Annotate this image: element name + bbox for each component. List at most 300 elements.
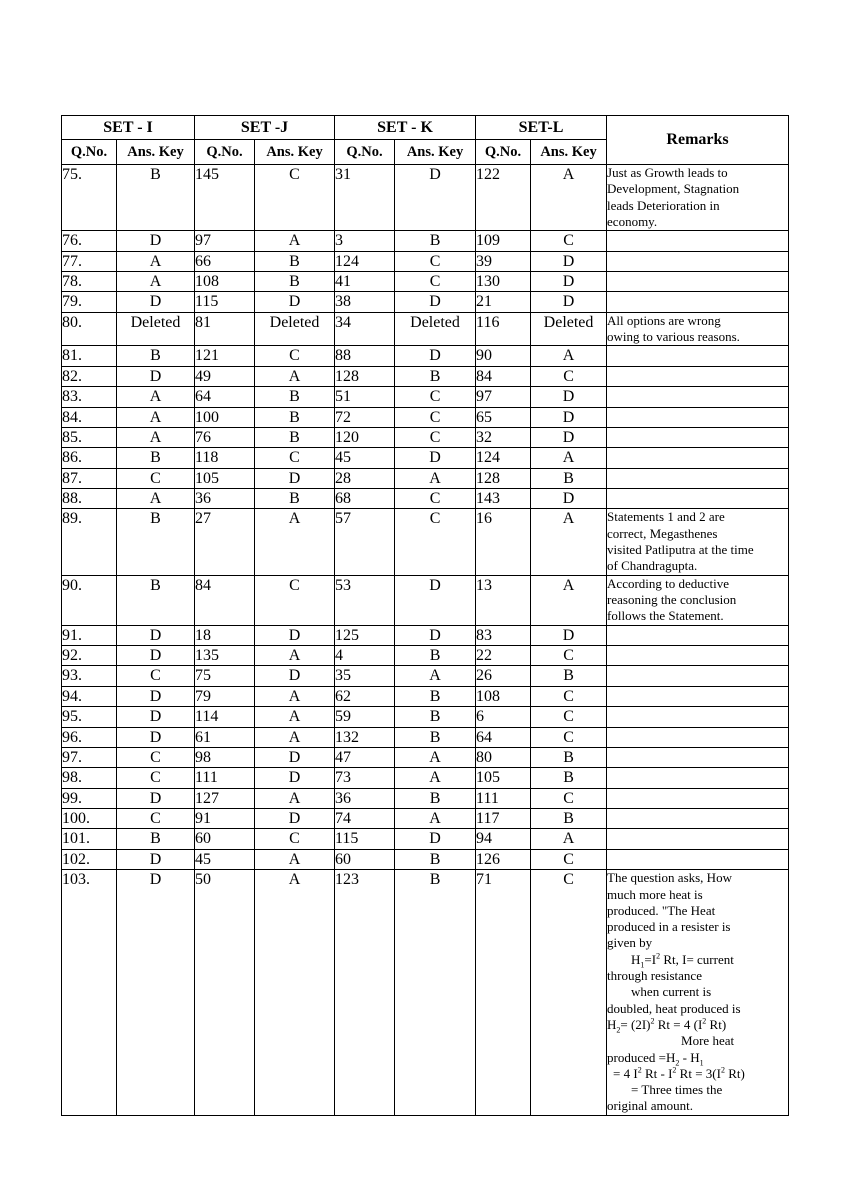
question-number-cell: 4 bbox=[335, 645, 395, 665]
question-number-cell: 50 bbox=[195, 870, 255, 1115]
answer-key-cell: A bbox=[395, 809, 476, 829]
answer-key-cell: D bbox=[531, 387, 607, 407]
table-row bbox=[62, 346, 789, 366]
question-number-cell: 27 bbox=[195, 509, 255, 575]
question-number-cell: 102. bbox=[62, 849, 117, 869]
answer-key-cell: B bbox=[117, 346, 195, 366]
remarks-cell bbox=[607, 809, 789, 829]
answer-key-cell: B bbox=[255, 251, 335, 271]
answer-key-cell: D bbox=[255, 625, 335, 645]
question-number-cell: 98. bbox=[62, 768, 117, 788]
remark-line: visited Patliputra at the time bbox=[607, 542, 754, 558]
question-number-cell: 143 bbox=[476, 489, 531, 509]
question-number-cell: 132 bbox=[335, 727, 395, 747]
answer-key-cell: A bbox=[255, 231, 335, 251]
question-number-cell: 57 bbox=[335, 509, 395, 575]
set-j-header: SET -J bbox=[195, 116, 335, 140]
question-number-cell: 126 bbox=[476, 849, 531, 869]
answer-key-cell: D bbox=[395, 625, 476, 645]
question-number-cell: 103. bbox=[62, 870, 117, 1115]
answer-key-cell: B bbox=[531, 747, 607, 767]
answer-key-cell: B bbox=[531, 468, 607, 488]
question-number-cell: 34 bbox=[335, 312, 395, 346]
remark-line: All options are wrong bbox=[607, 312, 721, 328]
question-number-cell: 108 bbox=[195, 271, 255, 291]
question-number-cell: 135 bbox=[195, 645, 255, 665]
remark-line: doubled, heat produced is bbox=[607, 1000, 741, 1016]
remarks-cell bbox=[607, 747, 789, 767]
answer-key-cell: D bbox=[255, 468, 335, 488]
table-row bbox=[62, 448, 789, 468]
answer-key-table bbox=[61, 115, 789, 1116]
remarks-cell bbox=[607, 666, 789, 686]
question-number-cell: 36 bbox=[195, 489, 255, 509]
question-number-cell: 92. bbox=[62, 645, 117, 665]
qno-header: Q.No. bbox=[195, 140, 255, 165]
table-row bbox=[62, 645, 789, 665]
answer-key-cell: C bbox=[255, 829, 335, 849]
answer-key-cell: C bbox=[117, 768, 195, 788]
question-number-cell: 101. bbox=[62, 829, 117, 849]
answer-key-cell: A bbox=[531, 346, 607, 366]
remark-line: much more heat is bbox=[607, 886, 703, 902]
question-number-cell: 75. bbox=[62, 165, 117, 231]
question-number-cell: 111 bbox=[476, 788, 531, 808]
answer-key-cell: Deleted bbox=[531, 312, 607, 346]
answer-key-cell: D bbox=[117, 625, 195, 645]
qno-header: Q.No. bbox=[476, 140, 531, 165]
remarks-cell bbox=[607, 788, 789, 808]
table-row bbox=[62, 165, 789, 231]
answer-key-cell: D bbox=[117, 645, 195, 665]
question-number-cell: 115 bbox=[335, 829, 395, 849]
remarks-cell bbox=[607, 625, 789, 645]
question-number-cell: 128 bbox=[335, 366, 395, 386]
remarks-cell bbox=[607, 251, 789, 271]
question-number-cell: 108 bbox=[476, 686, 531, 706]
remarks-cell bbox=[607, 707, 789, 727]
question-number-cell: 121 bbox=[195, 346, 255, 366]
answer-key-cell: B bbox=[531, 666, 607, 686]
answer-key-cell: A bbox=[395, 768, 476, 788]
answer-key-cell: D bbox=[531, 489, 607, 509]
answer-key-cell: B bbox=[255, 387, 335, 407]
remark-line: through resistance bbox=[607, 968, 702, 984]
question-number-cell: 94. bbox=[62, 686, 117, 706]
answer-key-cell: D bbox=[117, 849, 195, 869]
answer-key-cell: C bbox=[531, 645, 607, 665]
question-number-cell: 99. bbox=[62, 788, 117, 808]
question-number-cell: 86. bbox=[62, 448, 117, 468]
remarks-cell bbox=[607, 165, 789, 231]
table-row bbox=[62, 427, 789, 447]
remarks-cell bbox=[607, 870, 789, 1115]
answer-key-cell: D bbox=[531, 427, 607, 447]
answer-key-cell: A bbox=[255, 645, 335, 665]
remark-line: According to deductive bbox=[607, 575, 730, 591]
question-number-cell: 81. bbox=[62, 346, 117, 366]
answer-key-cell: B bbox=[117, 165, 195, 231]
answer-key-cell: C bbox=[117, 809, 195, 829]
question-number-cell: 125 bbox=[335, 625, 395, 645]
question-number-cell: 97. bbox=[62, 747, 117, 767]
question-number-cell: 100. bbox=[62, 809, 117, 829]
question-number-cell: 68 bbox=[335, 489, 395, 509]
set-k-header: SET - K bbox=[335, 116, 476, 140]
answer-key-cell: C bbox=[255, 346, 335, 366]
remark-line: of Chandragupta. bbox=[607, 558, 698, 574]
question-number-cell: 76 bbox=[195, 427, 255, 447]
question-number-cell: 123 bbox=[335, 870, 395, 1115]
answer-key-cell: C bbox=[531, 788, 607, 808]
question-number-cell: 122 bbox=[476, 165, 531, 231]
answer-key-cell: B bbox=[531, 809, 607, 829]
answer-key-cell: D bbox=[395, 575, 476, 625]
answer-key-cell: B bbox=[117, 829, 195, 849]
answer-key-cell: D bbox=[531, 251, 607, 271]
question-number-cell: 124 bbox=[476, 448, 531, 468]
answer-key-cell: A bbox=[395, 666, 476, 686]
answer-key-cell: C bbox=[395, 387, 476, 407]
remarks-cell bbox=[607, 849, 789, 869]
question-number-cell: 130 bbox=[476, 271, 531, 291]
answer-key-cell: A bbox=[531, 575, 607, 625]
anskey-header: Ans. Key bbox=[117, 140, 195, 165]
question-number-cell: 6 bbox=[476, 707, 531, 727]
answer-key-cell: C bbox=[531, 366, 607, 386]
qno-header: Q.No. bbox=[62, 140, 117, 165]
question-number-cell: 81 bbox=[195, 312, 255, 346]
question-number-cell: 35 bbox=[335, 666, 395, 686]
remark-formula-line: produced $=H_2 - H_1$ bbox=[607, 1049, 704, 1068]
table-row bbox=[62, 407, 789, 427]
answer-key-cell: D bbox=[255, 809, 335, 829]
answer-key-cell: B bbox=[395, 366, 476, 386]
answer-key-cell: A bbox=[395, 468, 476, 488]
answer-key-cell: B bbox=[395, 849, 476, 869]
remark-line: The question asks, How bbox=[607, 870, 732, 886]
answer-key-cell: B bbox=[395, 870, 476, 1115]
answer-key-cell: B bbox=[255, 407, 335, 427]
question-number-cell: 90 bbox=[476, 346, 531, 366]
remarks-cell bbox=[607, 231, 789, 251]
answer-key-cell: B bbox=[117, 575, 195, 625]
remarks-cell bbox=[607, 509, 789, 575]
answer-key-cell: C bbox=[117, 747, 195, 767]
question-number-cell: 39 bbox=[476, 251, 531, 271]
answer-key-cell: D bbox=[117, 727, 195, 747]
table-row bbox=[62, 788, 789, 808]
table-row bbox=[62, 489, 789, 509]
answer-key-cell: D bbox=[117, 231, 195, 251]
answer-key-cell: D bbox=[395, 448, 476, 468]
remark-line: given by bbox=[607, 935, 653, 951]
answer-key-cell: C bbox=[395, 427, 476, 447]
remark-line: Development, Stagnation bbox=[607, 181, 740, 197]
question-number-cell: 79 bbox=[195, 686, 255, 706]
table-row bbox=[62, 387, 789, 407]
answer-key-cell: D bbox=[395, 829, 476, 849]
question-number-cell: 96. bbox=[62, 727, 117, 747]
table-row bbox=[62, 727, 789, 747]
question-number-cell: 13 bbox=[476, 575, 531, 625]
answer-key-cell: A bbox=[395, 747, 476, 767]
answer-key-cell: D bbox=[531, 407, 607, 427]
answer-key-cell: D bbox=[255, 292, 335, 312]
remarks-cell bbox=[607, 768, 789, 788]
question-number-cell: 88 bbox=[335, 346, 395, 366]
question-number-cell: 76. bbox=[62, 231, 117, 251]
answer-key-cell: A bbox=[117, 387, 195, 407]
question-number-cell: 105 bbox=[195, 468, 255, 488]
answer-key-cell: A bbox=[117, 489, 195, 509]
question-number-cell: 97 bbox=[195, 231, 255, 251]
answer-key-cell: B bbox=[255, 427, 335, 447]
answer-key-cell: C bbox=[255, 575, 335, 625]
answer-key-cell: A bbox=[531, 509, 607, 575]
answer-key-cell: B bbox=[395, 231, 476, 251]
question-number-cell: 89. bbox=[62, 509, 117, 575]
answer-key-cell: D bbox=[395, 165, 476, 231]
anskey-header: Ans. Key bbox=[255, 140, 335, 165]
question-number-cell: 60 bbox=[195, 829, 255, 849]
table-row bbox=[62, 768, 789, 788]
question-number-cell: 74 bbox=[335, 809, 395, 829]
remarks-cell bbox=[607, 575, 789, 625]
answer-key-cell: A bbox=[531, 829, 607, 849]
question-number-cell: 95. bbox=[62, 707, 117, 727]
question-number-cell: 100 bbox=[195, 407, 255, 427]
remarks-cell bbox=[607, 645, 789, 665]
answer-key-cell: B bbox=[395, 686, 476, 706]
table-row bbox=[62, 231, 789, 251]
answer-key-cell: C bbox=[255, 165, 335, 231]
answer-key-cell: B bbox=[117, 509, 195, 575]
question-number-cell: 116 bbox=[476, 312, 531, 346]
question-number-cell: 65 bbox=[476, 407, 531, 427]
question-number-cell: 105 bbox=[476, 768, 531, 788]
remarks-cell bbox=[607, 346, 789, 366]
remarks-cell bbox=[607, 468, 789, 488]
question-number-cell: 115 bbox=[195, 292, 255, 312]
question-number-cell: 98 bbox=[195, 747, 255, 767]
answer-key-cell: A bbox=[255, 366, 335, 386]
question-number-cell: 114 bbox=[195, 707, 255, 727]
question-number-cell: 88. bbox=[62, 489, 117, 509]
answer-key-cell: A bbox=[117, 427, 195, 447]
answer-key-cell: C bbox=[531, 707, 607, 727]
question-number-cell: 61 bbox=[195, 727, 255, 747]
question-number-cell: 47 bbox=[335, 747, 395, 767]
answer-key-cell: D bbox=[117, 292, 195, 312]
remark-line: correct, Megasthenes bbox=[607, 525, 718, 541]
table-row bbox=[62, 292, 789, 312]
question-number-cell: 109 bbox=[476, 231, 531, 251]
answer-key-cell: D bbox=[395, 292, 476, 312]
remarks-cell bbox=[607, 407, 789, 427]
table-body bbox=[62, 165, 789, 1116]
question-number-cell: 83 bbox=[476, 625, 531, 645]
answer-key-cell: D bbox=[255, 768, 335, 788]
answer-key-cell: D bbox=[255, 747, 335, 767]
question-number-cell: 45 bbox=[335, 448, 395, 468]
remarks-cell bbox=[607, 312, 789, 346]
answer-key-cell: C bbox=[531, 686, 607, 706]
answer-key-cell: A bbox=[255, 686, 335, 706]
table-row bbox=[62, 625, 789, 645]
question-number-cell: 84. bbox=[62, 407, 117, 427]
question-number-cell: 84 bbox=[476, 366, 531, 386]
remark-line: More heat bbox=[681, 1033, 735, 1049]
answer-key-cell: C bbox=[395, 509, 476, 575]
answer-key-cell: A bbox=[255, 727, 335, 747]
remarks-header: Remarks bbox=[607, 116, 789, 165]
question-number-cell: 82. bbox=[62, 366, 117, 386]
question-number-cell: 111 bbox=[195, 768, 255, 788]
answer-key-cell: D bbox=[531, 271, 607, 291]
table-row bbox=[62, 251, 789, 271]
question-number-cell: 41 bbox=[335, 271, 395, 291]
remarks-cell bbox=[607, 366, 789, 386]
answer-key-cell: Deleted bbox=[255, 312, 335, 346]
question-number-cell: 127 bbox=[195, 788, 255, 808]
remark-line: produced in a resister is bbox=[607, 919, 731, 935]
question-number-cell: 93. bbox=[62, 666, 117, 686]
qno-header: Q.No. bbox=[335, 140, 395, 165]
answer-key-cell: C bbox=[255, 448, 335, 468]
remark-line: when current is bbox=[631, 984, 712, 1000]
table-row bbox=[62, 849, 789, 869]
question-number-cell: 49 bbox=[195, 366, 255, 386]
question-number-cell: 16 bbox=[476, 509, 531, 575]
remarks-cell bbox=[607, 448, 789, 468]
answer-key-cell: C bbox=[117, 468, 195, 488]
remark-line: Just as Growth leads to bbox=[607, 165, 728, 180]
question-number-cell: 80 bbox=[476, 747, 531, 767]
remarks-cell bbox=[607, 727, 789, 747]
answer-key-cell: A bbox=[255, 849, 335, 869]
remarks-cell bbox=[607, 489, 789, 509]
answer-key-cell: B bbox=[395, 707, 476, 727]
remarks-cell bbox=[607, 387, 789, 407]
question-number-cell: 21 bbox=[476, 292, 531, 312]
question-number-cell: 51 bbox=[335, 387, 395, 407]
anskey-header: Ans. Key bbox=[395, 140, 476, 165]
remarks-cell bbox=[607, 271, 789, 291]
question-number-cell: 85. bbox=[62, 427, 117, 447]
answer-key-cell: A bbox=[117, 271, 195, 291]
answer-key-cell: Deleted bbox=[117, 312, 195, 346]
remark-line: economy. bbox=[607, 213, 658, 229]
remark-line: Statements 1 and 2 are bbox=[607, 509, 725, 525]
set-i-header: SET - I bbox=[62, 116, 195, 140]
remark-line: = Three times the bbox=[631, 1082, 723, 1098]
table-row bbox=[62, 829, 789, 849]
question-number-cell: 97 bbox=[476, 387, 531, 407]
remarks-cell bbox=[607, 427, 789, 447]
question-number-cell: 72 bbox=[335, 407, 395, 427]
answer-key-cell: B bbox=[395, 788, 476, 808]
question-number-cell: 38 bbox=[335, 292, 395, 312]
answer-key-cell: C bbox=[395, 489, 476, 509]
remarks-cell bbox=[607, 829, 789, 849]
answer-key-cell: D bbox=[255, 666, 335, 686]
question-number-cell: 128 bbox=[476, 468, 531, 488]
answer-key-cell: B bbox=[531, 768, 607, 788]
anskey-header: Ans. Key bbox=[531, 140, 607, 165]
set-header-row bbox=[62, 116, 789, 140]
answer-key-cell: D bbox=[117, 686, 195, 706]
question-number-cell: 124 bbox=[335, 251, 395, 271]
answer-key-cell: A bbox=[255, 788, 335, 808]
remark-formula-line: = 4 $I^2$ Rt - $I^2$ $Rt = 3(I^2$ Rt) bbox=[613, 1065, 745, 1081]
question-number-cell: 22 bbox=[476, 645, 531, 665]
set-l-header: SET-L bbox=[476, 116, 607, 140]
answer-key-cell: C bbox=[395, 407, 476, 427]
answer-key-cell: A bbox=[255, 870, 335, 1115]
table-row bbox=[62, 666, 789, 686]
answer-key-cell: B bbox=[255, 271, 335, 291]
question-number-cell: 90. bbox=[62, 575, 117, 625]
question-number-cell: 79. bbox=[62, 292, 117, 312]
table-row bbox=[62, 809, 789, 829]
answer-key-cell: D bbox=[117, 366, 195, 386]
table-row bbox=[62, 575, 789, 625]
remark-line: original amount. bbox=[607, 1098, 693, 1114]
remarks-cell bbox=[607, 686, 789, 706]
answer-key-cell: C bbox=[395, 271, 476, 291]
question-number-cell: 94 bbox=[476, 829, 531, 849]
remark-formula-line: $H_2= (2I)^2$ Rt = 4 ($I^2$ Rt) bbox=[607, 1016, 727, 1035]
answer-key-cell: B bbox=[395, 645, 476, 665]
answer-key-cell: C bbox=[395, 251, 476, 271]
table-row bbox=[62, 686, 789, 706]
question-number-cell: 118 bbox=[195, 448, 255, 468]
answer-key-cell: C bbox=[531, 231, 607, 251]
question-number-cell: 66 bbox=[195, 251, 255, 271]
question-number-cell: 18 bbox=[195, 625, 255, 645]
question-number-cell: 60 bbox=[335, 849, 395, 869]
question-number-cell: 53 bbox=[335, 575, 395, 625]
remark-line: owing to various reasons. bbox=[607, 329, 740, 345]
answer-key-cell: C bbox=[531, 849, 607, 869]
question-number-cell: 59 bbox=[335, 707, 395, 727]
question-number-cell: 26 bbox=[476, 666, 531, 686]
question-number-cell: 64 bbox=[476, 727, 531, 747]
question-number-cell: 117 bbox=[476, 809, 531, 829]
question-number-cell: 87. bbox=[62, 468, 117, 488]
answer-key-cell: B bbox=[117, 448, 195, 468]
question-number-cell: 73 bbox=[335, 768, 395, 788]
table-row bbox=[62, 747, 789, 767]
table-row bbox=[62, 312, 789, 346]
answer-key-cell: A bbox=[255, 707, 335, 727]
table-row bbox=[62, 468, 789, 488]
question-number-cell: 91 bbox=[195, 809, 255, 829]
question-number-cell: 145 bbox=[195, 165, 255, 231]
answer-key-cell: D bbox=[395, 346, 476, 366]
answer-key-cell: C bbox=[531, 727, 607, 747]
question-number-cell: 28 bbox=[335, 468, 395, 488]
table-row bbox=[62, 366, 789, 386]
question-number-cell: 91. bbox=[62, 625, 117, 645]
question-number-cell: 80. bbox=[62, 312, 117, 346]
answer-key-cell: C bbox=[117, 666, 195, 686]
remark-line: produced. "The Heat bbox=[607, 902, 716, 918]
question-number-cell: 75 bbox=[195, 666, 255, 686]
table-row bbox=[62, 870, 789, 1115]
remark-line: leads Deterioration in bbox=[607, 197, 720, 213]
